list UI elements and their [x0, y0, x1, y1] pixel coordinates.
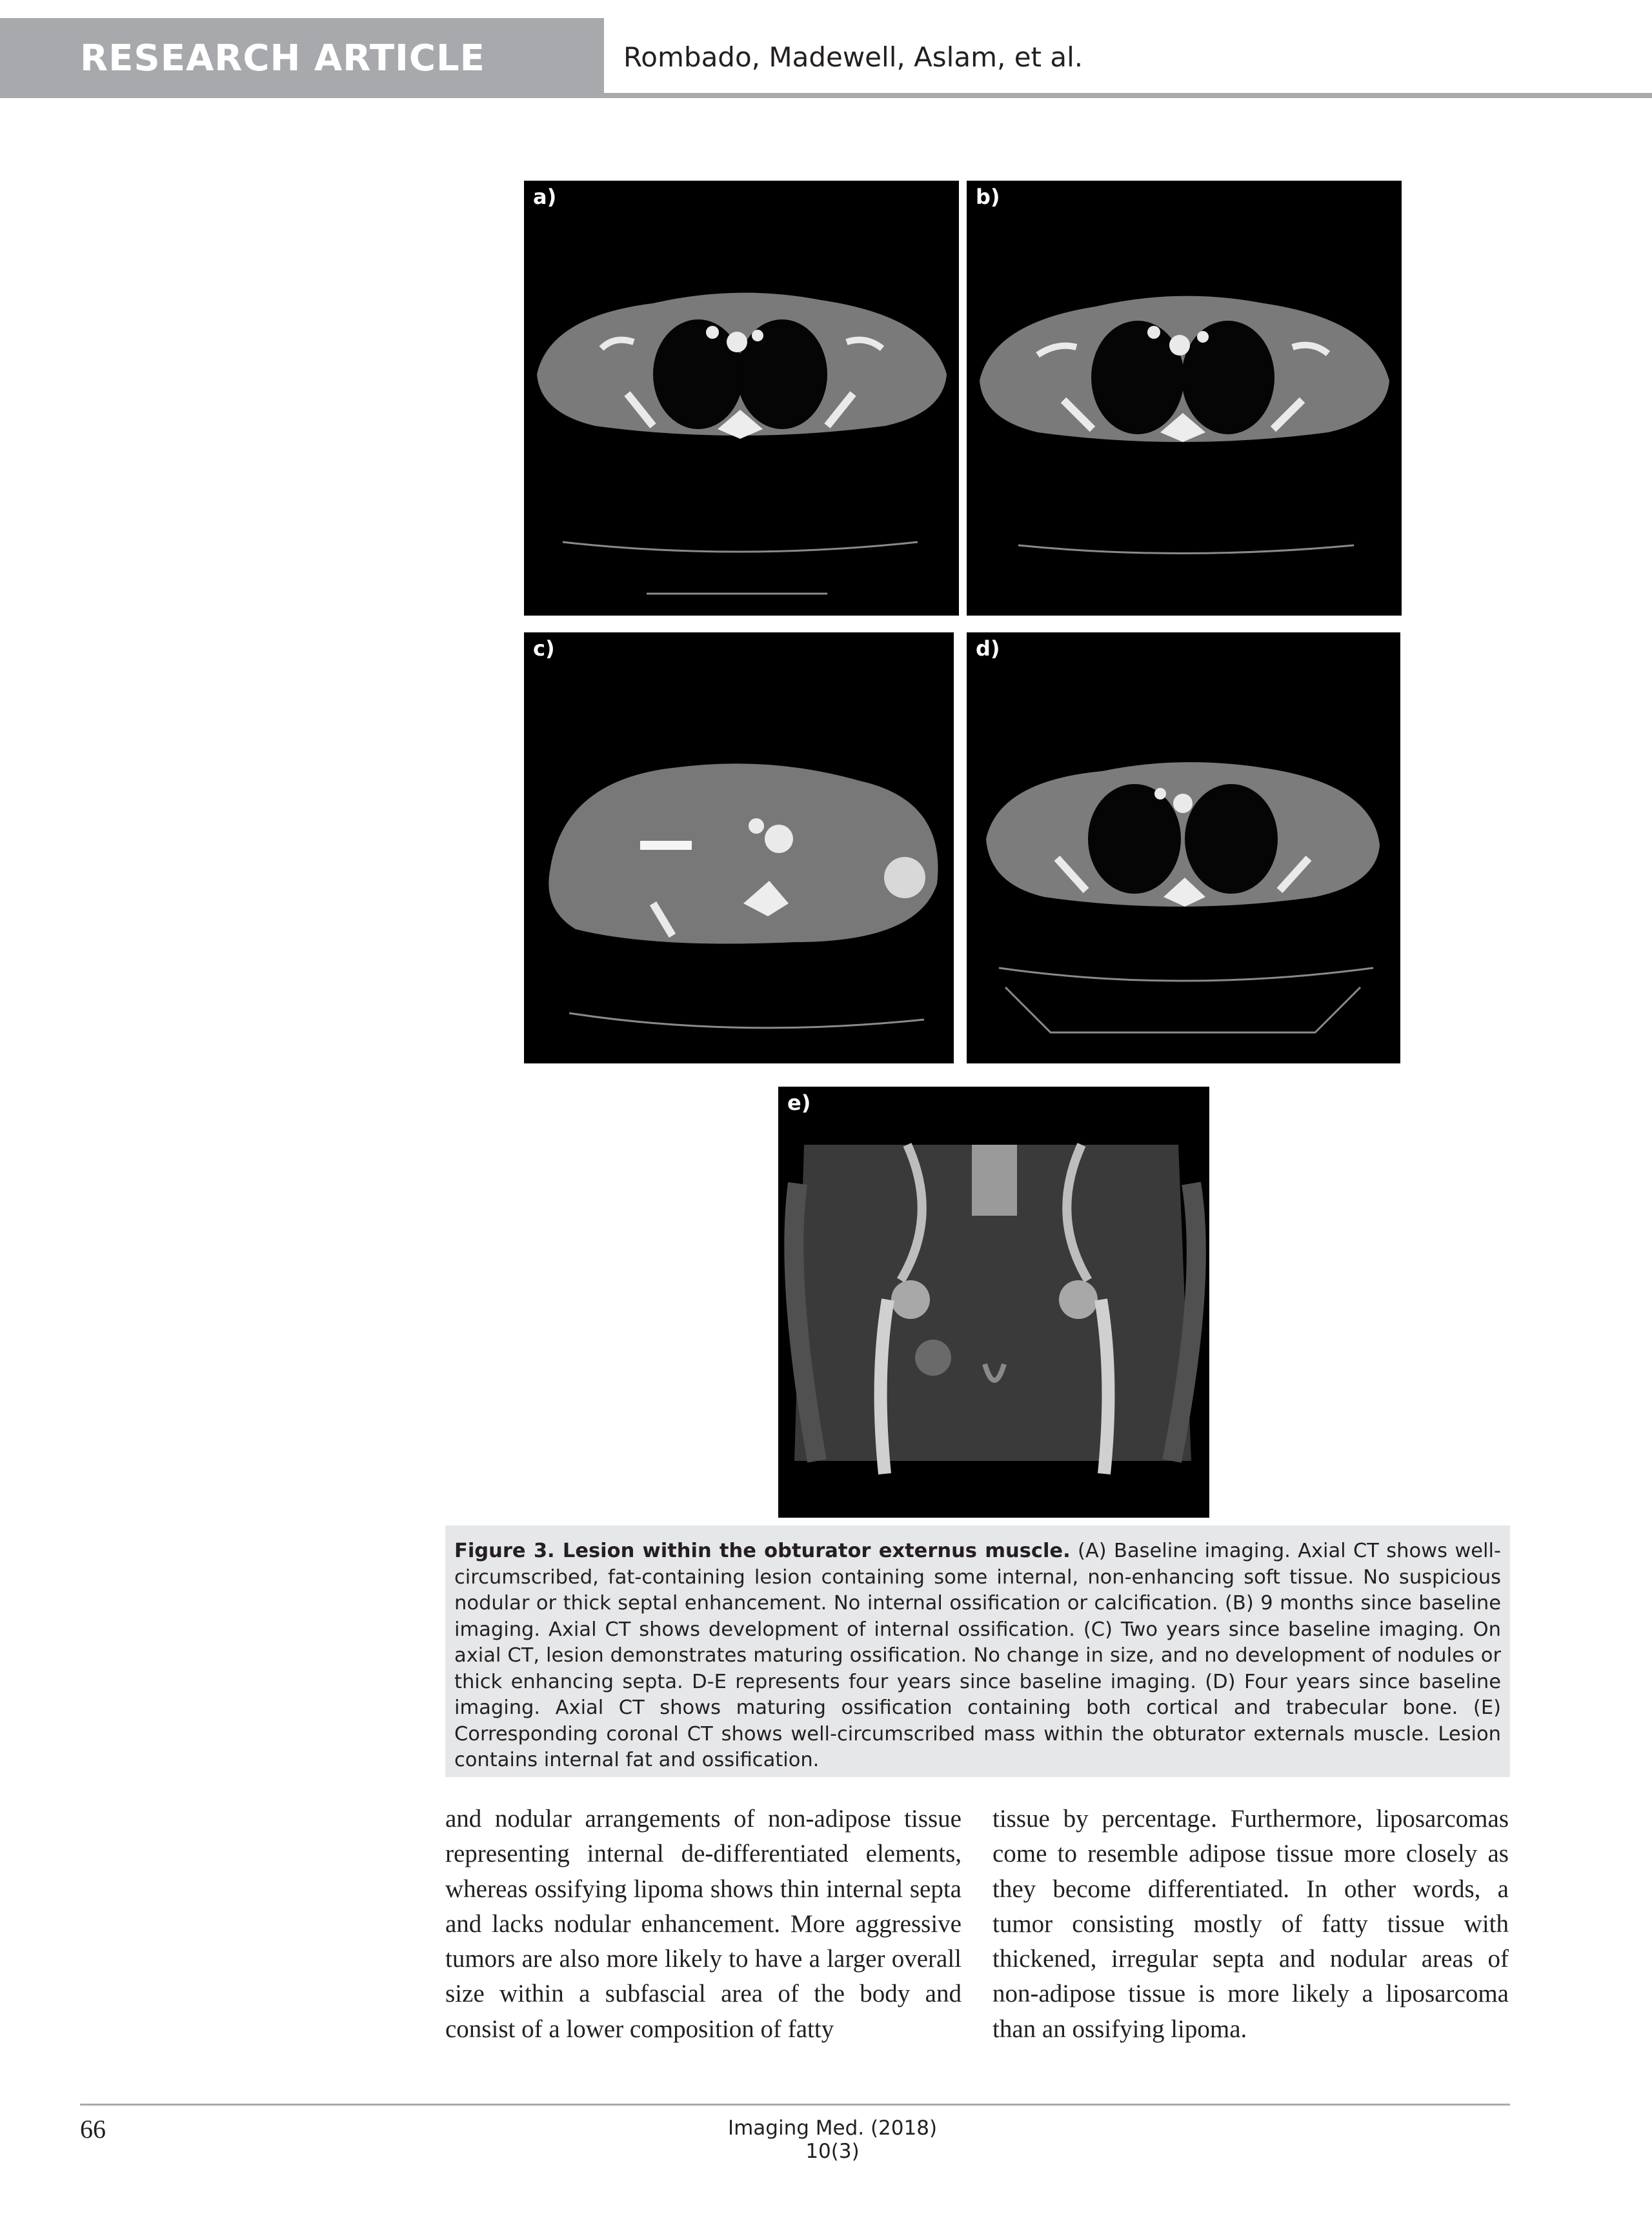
figure-panel-d — [967, 632, 1400, 1063]
page-number: 66 — [80, 2115, 106, 2144]
header-authors: Rombado, Madewell, Aslam, et al. — [623, 41, 1083, 73]
panel-label-a: a) — [533, 185, 557, 209]
panel-label-e: e) — [787, 1091, 811, 1115]
section-label: RESEARCH ARTICLE — [80, 37, 485, 79]
panel-label-b: b) — [976, 185, 1000, 209]
figure-caption — [445, 1525, 1510, 1777]
caption-body: (A) Baseline imaging. Axial CT shows well-circumscribed, fat-containing lesion containing some internal, non-enhancing soft tissue. No suspicious nodular or thick septal enhancement. No internal ossification or calcification. (B) 9 months since baseline imaging. Axial CT shows development of internal ossification. (C) Two years since baseline imaging. On axial CT, lesion demonstrates maturing ossification. No change in size, and no development of nodules or thick enhancing septa. D-E represents four years since baseline imaging. (D) Four years since baseline imaging. Axial CT shows maturing ossification containing both cortical and trabecular bone. (E) Corresponding coronal CT shows well-circumscribed mass within the obturator externals muscle. Lesion contains internal fat and ossification. — [454, 1540, 1501, 1771]
figure-panel-a — [524, 181, 959, 616]
footer-rule — [80, 2104, 1510, 2106]
section-tag — [0, 18, 604, 98]
ct-axial-image-c — [524, 632, 954, 1063]
body-text-right-column: tissue by percentage. Furthermore, liposarcomas come to resemble adipose tissue more closely as they become differentiated. In other words, a tumor consisting mostly of fatty tissue with thickened, irregular septa and nodular areas of non-adipose tissue is more likely a liposarcoma than an ossifying lipoma. — [992, 1805, 1509, 2043]
ct-axial-image-d — [967, 632, 1400, 1063]
journal-citation: Imaging Med. (2018) 10(3) — [727, 2117, 938, 2163]
figure-panel-e — [778, 1087, 1209, 1518]
figure-panel-b — [967, 181, 1402, 616]
panel-label-c: c) — [533, 636, 555, 661]
ct-axial-image-a — [524, 181, 959, 616]
header-rule — [604, 93, 1652, 98]
caption-title: Figure 3. Lesion within the obturator externus muscle. — [454, 1540, 1071, 1562]
ct-coronal-image-e — [778, 1087, 1209, 1518]
ct-axial-image-b — [967, 181, 1402, 616]
figure-panel-c — [524, 632, 954, 1063]
body-text-left-column: and nodular arrangements of non-adipose tissue representing internal de-differentiated elements, whereas ossifying lipoma shows thin internal septa and lacks nodular enhancement. More aggressive tumors are also more likely to have a larger overall size within a subfascial area of the body and consist of a lower composition of fatty — [445, 1805, 962, 2043]
panel-label-d: d) — [976, 636, 1000, 661]
